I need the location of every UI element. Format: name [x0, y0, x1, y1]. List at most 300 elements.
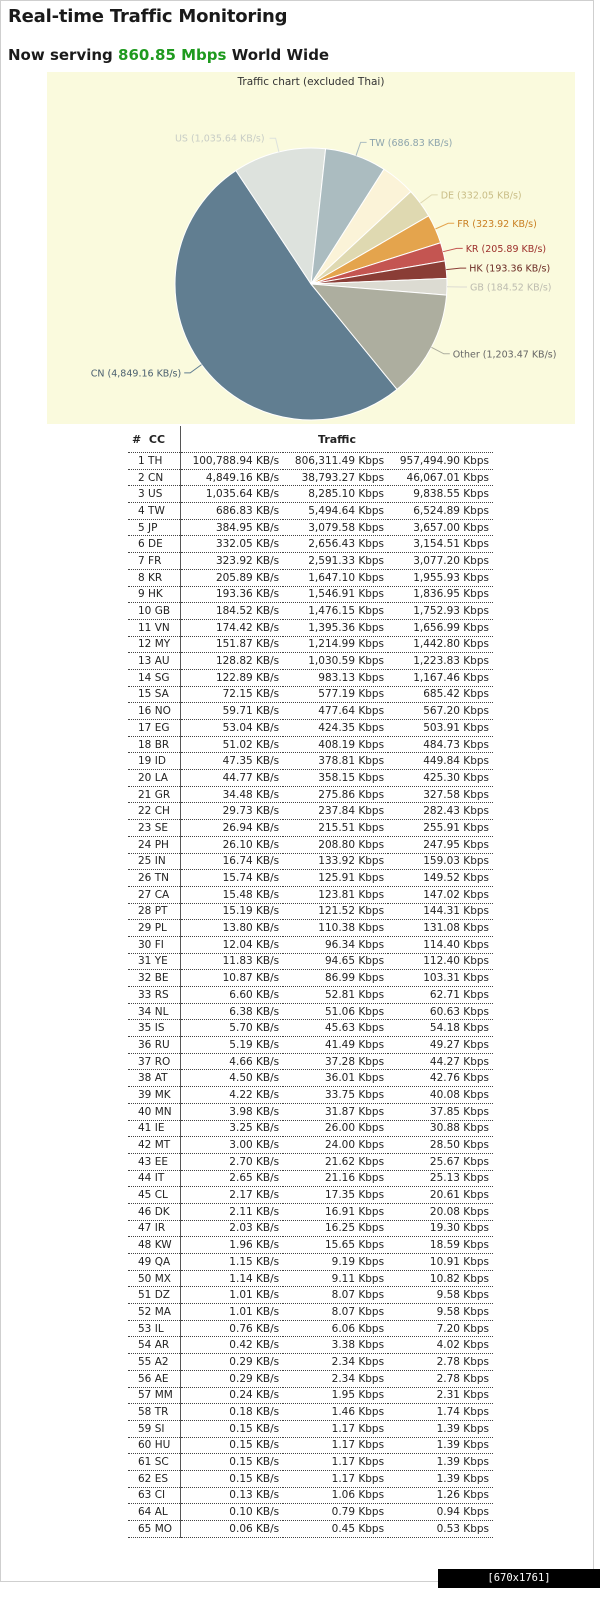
row-rank: 15: [138, 688, 151, 700]
table-row: [128, 636, 493, 653]
row-rank-cc: [128, 770, 181, 787]
cell-kbytes: 13.80 KB/s: [181, 920, 284, 937]
pie-connector-cn: [184, 365, 201, 373]
cell-kbps-overhead: 147.02 Kbps: [388, 886, 493, 903]
cell-kbps: 0.79 Kbps: [283, 1504, 388, 1521]
row-rank-cc: [128, 820, 181, 837]
table-row: [128, 1337, 493, 1354]
cell-kbps-overhead: 18.59 Kbps: [388, 1237, 493, 1254]
cell-kbytes: 384.95 KB/s: [181, 519, 284, 536]
row-country-code: MT: [155, 1139, 170, 1151]
cell-kbytes: 0.18 KB/s: [181, 1404, 284, 1421]
cell-kbps: 36.01 Kbps: [283, 1070, 388, 1087]
pie-label-cn: CN (4,849.16 KB/s): [91, 368, 181, 379]
cell-kbps-overhead: 567.20 Kbps: [388, 703, 493, 720]
table-row: [128, 1287, 493, 1304]
row-country-code: SC: [155, 1456, 169, 1468]
row-country-code: RO: [155, 1056, 171, 1068]
row-rank: 30: [138, 939, 151, 951]
cell-kbps: 52.81 Kbps: [283, 987, 388, 1004]
row-country-code: US: [148, 488, 162, 500]
row-rank-cc: [128, 1470, 181, 1487]
row-rank-cc: [128, 1070, 181, 1087]
row-country-code: HU: [155, 1439, 171, 1451]
cell-kbps-overhead: 1.26 Kbps: [388, 1487, 493, 1504]
row-country-code: PL: [155, 922, 167, 934]
cell-kbps-overhead: 1.39 Kbps: [388, 1470, 493, 1487]
row-rank: 58: [138, 1406, 151, 1418]
header-rank: #: [132, 433, 141, 446]
table-row: [128, 753, 493, 770]
row-country-code: KW: [155, 1239, 172, 1251]
cell-kbytes: 323.92 KB/s: [181, 553, 284, 570]
pie-connector-fr: [435, 223, 454, 229]
cell-kbps-overhead: 25.13 Kbps: [388, 1170, 493, 1187]
cell-kbytes: 128.82 KB/s: [181, 653, 284, 670]
row-rank: 2: [138, 472, 145, 484]
table-header-row: [128, 426, 493, 453]
cell-kbps-overhead: 3,657.00 Kbps: [388, 519, 493, 536]
row-country-code: TW: [148, 505, 165, 517]
row-country-code: ES: [155, 1473, 168, 1485]
header-cc: CC: [149, 433, 165, 446]
cell-kbytes: 193.36 KB/s: [181, 586, 284, 603]
cell-kbps-overhead: 28.50 Kbps: [388, 1137, 493, 1154]
table-row: [128, 1254, 493, 1271]
cell-kbps: 577.19 Kbps: [283, 686, 388, 703]
cell-kbytes: 2.17 KB/s: [181, 1187, 284, 1204]
row-rank: 63: [138, 1489, 151, 1501]
row-rank: 31: [138, 955, 151, 967]
cell-kbytes: 5.19 KB/s: [181, 1037, 284, 1054]
cell-kbytes: 15.74 KB/s: [181, 870, 284, 887]
row-rank-cc: [128, 1120, 181, 1137]
cell-kbps: 237.84 Kbps: [283, 803, 388, 820]
row-rank: 47: [138, 1222, 151, 1234]
cell-kbps: 9.19 Kbps: [283, 1254, 388, 1271]
row-rank-cc: [128, 1003, 181, 1020]
cell-kbps-overhead: 4.02 Kbps: [388, 1337, 493, 1354]
cell-kbytes: 59.71 KB/s: [181, 703, 284, 720]
cell-kbytes: 26.94 KB/s: [181, 820, 284, 837]
table-row: [128, 1187, 493, 1204]
table-row: [128, 1087, 493, 1104]
cell-kbps-overhead: 255.91 Kbps: [388, 820, 493, 837]
cell-kbps-overhead: 2.31 Kbps: [388, 1387, 493, 1404]
table-row: [128, 553, 493, 570]
cell-kbytes: 51.02 KB/s: [181, 736, 284, 753]
cell-kbytes: 44.77 KB/s: [181, 770, 284, 787]
cell-kbps: 21.16 Kbps: [283, 1170, 388, 1187]
pie-connector-kr: [443, 248, 463, 251]
cell-kbytes: 0.15 KB/s: [181, 1470, 284, 1487]
row-country-code: CN: [148, 472, 163, 484]
row-country-code: SG: [155, 672, 170, 684]
row-rank-cc: [128, 1087, 181, 1104]
row-rank-cc: [128, 1053, 181, 1070]
row-rank: 64: [138, 1506, 151, 1518]
table-row: [128, 1070, 493, 1087]
row-country-code: AR: [155, 1339, 169, 1351]
cell-kbps: 8.07 Kbps: [283, 1304, 388, 1321]
cell-kbps-overhead: 114.40 Kbps: [388, 936, 493, 953]
row-rank-cc: [128, 1287, 181, 1304]
row-rank: 53: [138, 1323, 151, 1335]
traffic-pie-chart: [47, 72, 575, 424]
row-rank-cc: [128, 453, 181, 470]
table-row: [128, 569, 493, 586]
row-rank-cc: [128, 903, 181, 920]
cell-kbps: 1.17 Kbps: [283, 1437, 388, 1454]
cell-kbytes: 1.01 KB/s: [181, 1287, 284, 1304]
row-country-code: CI: [155, 1489, 165, 1501]
row-rank-cc: [128, 1521, 181, 1538]
cell-kbps: 9.11 Kbps: [283, 1270, 388, 1287]
table-row: [128, 720, 493, 737]
pie-label-tw: TW (686.83 KB/s): [369, 138, 453, 149]
cell-kbytes: 2.11 KB/s: [181, 1203, 284, 1220]
row-country-code: BE: [155, 972, 169, 984]
pie-connector-hk: [446, 268, 466, 270]
cell-kbps-overhead: 131.08 Kbps: [388, 920, 493, 937]
cell-kbytes: 47.35 KB/s: [181, 753, 284, 770]
table-row: [128, 1003, 493, 1020]
row-rank-cc: [128, 653, 181, 670]
cell-kbps: 21.62 Kbps: [283, 1153, 388, 1170]
cell-kbps-overhead: 449.84 Kbps: [388, 753, 493, 770]
cell-kbps-overhead: 25.67 Kbps: [388, 1153, 493, 1170]
cell-kbytes: 4.66 KB/s: [181, 1053, 284, 1070]
row-country-code: NO: [155, 705, 171, 717]
table-row: [128, 1120, 493, 1137]
cell-kbps-overhead: 2.78 Kbps: [388, 1354, 493, 1371]
row-rank: 57: [138, 1389, 151, 1401]
row-country-code: AU: [155, 655, 170, 667]
cell-kbps: 275.86 Kbps: [283, 786, 388, 803]
row-rank: 5: [138, 522, 145, 534]
row-rank: 19: [138, 755, 151, 767]
row-rank: 65: [138, 1523, 151, 1535]
row-rank-cc: [128, 836, 181, 853]
traffic-table: [128, 426, 493, 1538]
table-row: [128, 1170, 493, 1187]
cell-kbps: 3.38 Kbps: [283, 1337, 388, 1354]
row-rank-cc: [128, 1504, 181, 1521]
cell-kbps: 215.51 Kbps: [283, 820, 388, 837]
row-rank: 38: [138, 1072, 151, 1084]
cell-kbps: 125.91 Kbps: [283, 870, 388, 887]
row-rank: 44: [138, 1172, 151, 1184]
row-rank: 60: [138, 1439, 151, 1451]
cell-kbytes: 16.74 KB/s: [181, 853, 284, 870]
row-rank: 33: [138, 989, 151, 1001]
row-rank: 59: [138, 1423, 151, 1435]
row-country-code: DE: [148, 538, 163, 550]
row-rank: 28: [138, 905, 151, 917]
cell-kbps-overhead: 1.39 Kbps: [388, 1420, 493, 1437]
cell-kbytes: 2.65 KB/s: [181, 1170, 284, 1187]
cell-kbps-overhead: 685.42 Kbps: [388, 686, 493, 703]
cell-kbytes: 3.98 KB/s: [181, 1103, 284, 1120]
cell-kbps: 1,476.15 Kbps: [283, 603, 388, 620]
row-country-code: MK: [155, 1089, 171, 1101]
row-rank: 55: [138, 1356, 151, 1368]
cell-kbps: 24.00 Kbps: [283, 1137, 388, 1154]
row-country-code: TN: [155, 872, 169, 884]
pie-label-us: US (1,035.64 KB/s): [175, 134, 265, 145]
cell-kbps-overhead: 7.20 Kbps: [388, 1320, 493, 1337]
row-rank-cc: [128, 1153, 181, 1170]
row-country-code: EE: [155, 1156, 168, 1168]
row-rank: 39: [138, 1089, 151, 1101]
cell-kbytes: 26.10 KB/s: [181, 836, 284, 853]
row-country-code: DZ: [155, 1289, 170, 1301]
cell-kbytes: 205.89 KB/s: [181, 569, 284, 586]
pie-chart-svg: [47, 72, 575, 424]
row-rank-cc: [128, 736, 181, 753]
cell-kbps: 17.35 Kbps: [283, 1187, 388, 1204]
cell-kbps-overhead: 46,067.01 Kbps: [388, 469, 493, 486]
cell-kbps: 378.81 Kbps: [283, 753, 388, 770]
cell-kbps: 1.17 Kbps: [283, 1470, 388, 1487]
cell-kbytes: 0.13 KB/s: [181, 1487, 284, 1504]
row-rank-cc: [128, 486, 181, 503]
table-body: [128, 453, 493, 1538]
serving-suffix: World Wide: [232, 46, 329, 64]
cell-kbps: 2.34 Kbps: [283, 1370, 388, 1387]
cell-kbps-overhead: 149.52 Kbps: [388, 870, 493, 887]
row-rank-cc: [128, 1203, 181, 1220]
row-country-code: MY: [155, 638, 170, 650]
table-row: [128, 1137, 493, 1154]
serving-rate: 860.85 Mbps: [118, 46, 226, 64]
cell-kbytes: 11.83 KB/s: [181, 953, 284, 970]
cell-kbps-overhead: 42.76 Kbps: [388, 1070, 493, 1087]
cell-kbps: 1.17 Kbps: [283, 1454, 388, 1471]
cell-kbytes: 12.04 KB/s: [181, 936, 284, 953]
cell-kbytes: 4.22 KB/s: [181, 1087, 284, 1104]
cell-kbps: 1.17 Kbps: [283, 1420, 388, 1437]
cell-kbps-overhead: 0.94 Kbps: [388, 1504, 493, 1521]
row-rank-cc: [128, 936, 181, 953]
row-country-code: FI: [155, 939, 164, 951]
row-rank-cc: [128, 1020, 181, 1037]
row-country-code: YE: [155, 955, 168, 967]
row-country-code: AL: [155, 1506, 168, 1518]
cell-kbps: 1,214.99 Kbps: [283, 636, 388, 653]
cell-kbps: 45.63 Kbps: [283, 1020, 388, 1037]
cell-kbps: 2,656.43 Kbps: [283, 536, 388, 553]
cell-kbps-overhead: 49.27 Kbps: [388, 1037, 493, 1054]
cell-kbps: 6.06 Kbps: [283, 1320, 388, 1337]
table-row: [128, 953, 493, 970]
cell-kbps-overhead: 247.95 Kbps: [388, 836, 493, 853]
table-row: [128, 770, 493, 787]
row-rank: 52: [138, 1306, 151, 1318]
table-row: [128, 1153, 493, 1170]
table-row: [128, 1237, 493, 1254]
cell-kbps-overhead: 1.39 Kbps: [388, 1437, 493, 1454]
cell-kbps-overhead: 3,077.20 Kbps: [388, 553, 493, 570]
row-rank-cc: [128, 1370, 181, 1387]
table-row: [128, 1220, 493, 1237]
row-rank-cc: [128, 920, 181, 937]
row-rank-cc: [128, 586, 181, 603]
row-rank: 17: [138, 722, 151, 734]
table-row: [128, 1020, 493, 1037]
cell-kbps: 41.49 Kbps: [283, 1037, 388, 1054]
cell-kbytes: 53.04 KB/s: [181, 720, 284, 737]
cell-kbytes: 15.48 KB/s: [181, 886, 284, 903]
row-rank-cc: [128, 1354, 181, 1371]
cell-kbytes: 5.70 KB/s: [181, 1020, 284, 1037]
cell-kbps-overhead: 9.58 Kbps: [388, 1304, 493, 1321]
cell-kbytes: 100,788.94 KB/s: [181, 453, 284, 470]
row-rank-cc: [128, 1103, 181, 1120]
row-rank-cc: [128, 803, 181, 820]
cell-kbps-overhead: 425.30 Kbps: [388, 770, 493, 787]
cell-kbps: 358.15 Kbps: [283, 770, 388, 787]
cell-kbps-overhead: 6,524.89 Kbps: [388, 503, 493, 520]
row-country-code: HK: [148, 588, 163, 600]
cell-kbytes: 0.06 KB/s: [181, 1521, 284, 1538]
cell-kbytes: 686.83 KB/s: [181, 503, 284, 520]
row-country-code: KR: [148, 572, 162, 584]
table-row: [128, 469, 493, 486]
row-country-code: EG: [155, 722, 170, 734]
row-rank-cc: [128, 753, 181, 770]
row-rank-cc: [128, 603, 181, 620]
cell-kbytes: 34.48 KB/s: [181, 786, 284, 803]
cell-kbytes: 332.05 KB/s: [181, 536, 284, 553]
cell-kbps-overhead: 20.08 Kbps: [388, 1203, 493, 1220]
table-row: [128, 736, 493, 753]
cell-kbps: 1.06 Kbps: [283, 1487, 388, 1504]
cell-kbps-overhead: 0.53 Kbps: [388, 1521, 493, 1538]
table-row: [128, 820, 493, 837]
row-country-code: SA: [155, 688, 169, 700]
cell-kbytes: 0.29 KB/s: [181, 1354, 284, 1371]
serving-summary: [8, 46, 329, 64]
row-country-code: CL: [155, 1189, 168, 1201]
row-country-code: TR: [155, 1406, 169, 1418]
cell-kbytes: 15.19 KB/s: [181, 903, 284, 920]
cell-kbytes: 1.15 KB/s: [181, 1254, 284, 1271]
pie-label-hk: HK (193.36 KB/s): [469, 264, 550, 275]
row-rank-cc: [128, 1237, 181, 1254]
cell-kbytes: 72.15 KB/s: [181, 686, 284, 703]
cell-kbps: 2.34 Kbps: [283, 1354, 388, 1371]
chart-title: Traffic chart (excluded Thai): [237, 76, 385, 88]
pie-label-de: DE (332.05 KB/s): [441, 190, 522, 201]
cell-kbps: 8.07 Kbps: [283, 1287, 388, 1304]
cell-kbps: 121.52 Kbps: [283, 903, 388, 920]
cell-kbps-overhead: 159.03 Kbps: [388, 853, 493, 870]
row-rank: 34: [138, 1006, 151, 1018]
cell-kbytes: 6.60 KB/s: [181, 987, 284, 1004]
serving-prefix: Now serving: [8, 46, 113, 64]
row-rank: 32: [138, 972, 151, 984]
row-rank-cc: [128, 553, 181, 570]
row-country-code: NL: [155, 1006, 169, 1018]
row-rank-cc: [128, 970, 181, 987]
cell-kbps-overhead: 20.61 Kbps: [388, 1187, 493, 1204]
cell-kbytes: 0.42 KB/s: [181, 1337, 284, 1354]
row-rank-cc: [128, 1487, 181, 1504]
row-country-code: SE: [155, 822, 168, 834]
row-rank-cc: [128, 1420, 181, 1437]
table-row: [128, 1504, 493, 1521]
row-rank: 3: [138, 488, 145, 500]
cell-kbps-overhead: 1,442.80 Kbps: [388, 636, 493, 653]
cell-kbps: 408.19 Kbps: [283, 736, 388, 753]
row-rank-cc: [128, 636, 181, 653]
table-row: [128, 1203, 493, 1220]
row-rank-cc: [128, 1404, 181, 1421]
row-rank-cc: [128, 886, 181, 903]
cell-kbytes: 0.10 KB/s: [181, 1504, 284, 1521]
cell-kbps-overhead: 19.30 Kbps: [388, 1220, 493, 1237]
row-country-code: RS: [155, 989, 169, 1001]
cell-kbps-overhead: 62.71 Kbps: [388, 987, 493, 1004]
row-rank: 42: [138, 1139, 151, 1151]
row-rank: 61: [138, 1456, 151, 1468]
cell-kbytes: 4.50 KB/s: [181, 1070, 284, 1087]
cell-kbps-overhead: 9,838.55 Kbps: [388, 486, 493, 503]
table-row: [128, 586, 493, 603]
cell-kbps: 1,546.91 Kbps: [283, 586, 388, 603]
table-row: [128, 903, 493, 920]
cell-kbps: 110.38 Kbps: [283, 920, 388, 937]
cell-kbps: 15.65 Kbps: [283, 1237, 388, 1254]
table-row: [128, 619, 493, 636]
cell-kbps-overhead: 103.31 Kbps: [388, 970, 493, 987]
row-rank: 21: [138, 789, 151, 801]
table-row: [128, 870, 493, 887]
row-country-code: LA: [155, 772, 168, 784]
row-rank: 13: [138, 655, 151, 667]
row-rank-cc: [128, 469, 181, 486]
row-country-code: MO: [155, 1523, 172, 1535]
row-country-code: VN: [155, 622, 170, 634]
row-rank-cc: [128, 519, 181, 536]
cell-kbps: 3,079.58 Kbps: [283, 519, 388, 536]
cell-kbps: 26.00 Kbps: [283, 1120, 388, 1137]
cell-kbps: 5,494.64 Kbps: [283, 503, 388, 520]
cell-kbps: 1,647.10 Kbps: [283, 569, 388, 586]
row-rank-cc: [128, 1437, 181, 1454]
row-rank: 8: [138, 572, 145, 584]
cell-kbytes: 29.73 KB/s: [181, 803, 284, 820]
cell-kbps: 16.91 Kbps: [283, 1203, 388, 1220]
row-rank-cc: [128, 1337, 181, 1354]
row-rank-cc: [128, 1254, 181, 1271]
table-row: [128, 1370, 493, 1387]
table-row: [128, 920, 493, 937]
row-country-code: SI: [155, 1423, 165, 1435]
row-rank-cc: [128, 953, 181, 970]
row-rank: 22: [138, 805, 151, 817]
cell-kbytes: 174.42 KB/s: [181, 619, 284, 636]
cell-kbps: 86.99 Kbps: [283, 970, 388, 987]
cell-kbps: 37.28 Kbps: [283, 1053, 388, 1070]
table-row: [128, 453, 493, 470]
cell-kbps: 96.34 Kbps: [283, 936, 388, 953]
row-rank: 49: [138, 1256, 151, 1268]
row-rank-cc: [128, 536, 181, 553]
row-country-code: FR: [148, 555, 161, 567]
cell-kbps-overhead: 957,494.90 Kbps: [388, 453, 493, 470]
